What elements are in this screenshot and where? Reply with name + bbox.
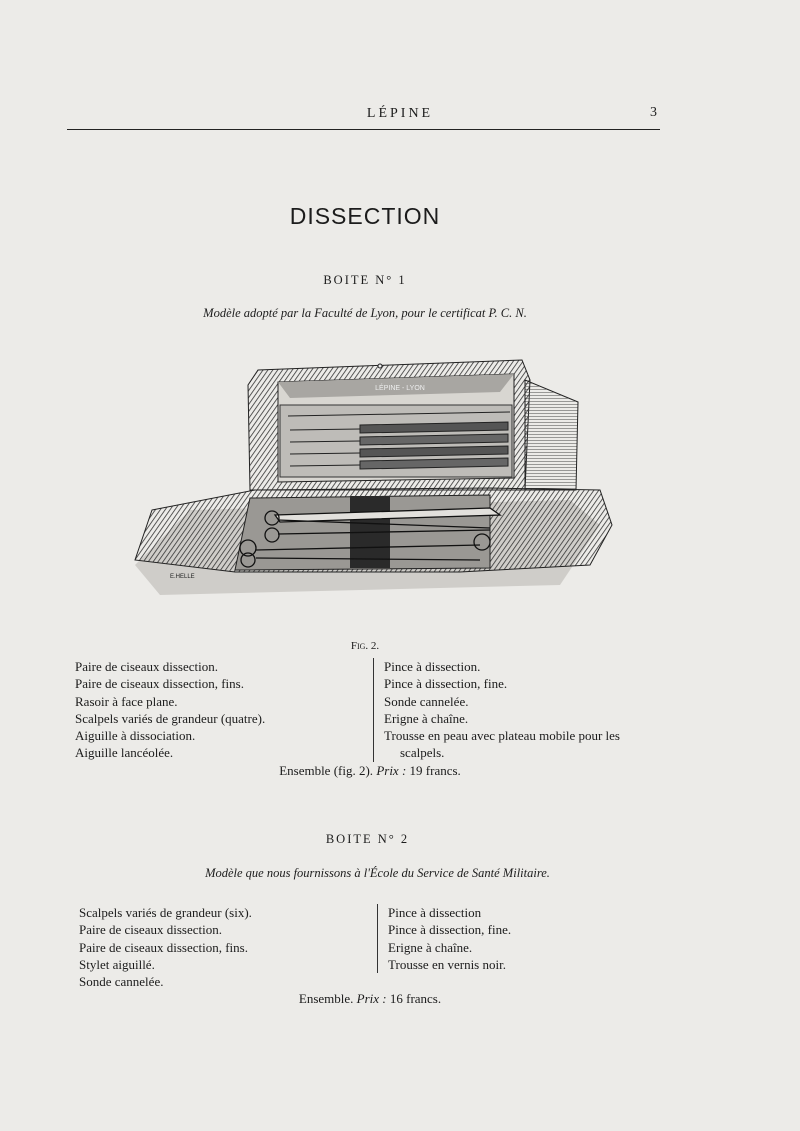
list-item: Pince à dissection. <box>384 659 481 674</box>
header-rule <box>67 129 660 130</box>
figure-lid-label: LÉPINE - LYON <box>375 385 425 392</box>
list-item: Pince à dissection <box>388 905 482 920</box>
dissection-kit-illustration <box>130 350 620 610</box>
ensemble-label: Ensemble. <box>298 991 354 1006</box>
box1-left-list <box>75 658 365 762</box>
list-item: Paire de ciseaux dissection, fins. <box>75 676 244 692</box>
box2-title: BOITE N° 2 <box>325 832 410 846</box>
list-item: Rasoir à face plane. <box>75 693 178 709</box>
ensemble-label: Ensemble (fig. 2). <box>279 763 374 778</box>
list-item: Stylet aiguillé. <box>79 956 155 972</box>
page-title: DISSECTION <box>289 203 441 229</box>
price-value: 16 francs. <box>389 991 442 1006</box>
box1-subtitle: Modèle adopté par la Faculté de Lyon, pour le certificat P. C. N. <box>203 306 527 320</box>
price-label: Prix : <box>356 991 387 1006</box>
box2-subtitle: Modèle que nous fournissons à l'École du Service de Santé Militaire. <box>205 866 550 880</box>
running-head: LÉPINE <box>366 106 434 121</box>
page-number: 3 <box>650 105 657 120</box>
list-item: Aiguille à dissociation. <box>75 728 196 744</box>
list-item: Pince à dissection, fine. <box>388 922 512 938</box>
engraver-signature: E.HELLE <box>170 574 195 580</box>
list-item: Trousse en peau avec plateau mobile pour les <box>384 728 620 744</box>
list-item: Scalpels variés de grandeur (quatre). <box>75 710 266 726</box>
list-item: Erigne à chaîne. <box>388 939 473 955</box>
list-item: Trousse en vernis noir. <box>388 956 506 972</box>
list-item: Erigne à chaîne. <box>384 710 469 726</box>
box1-right-list <box>373 658 694 762</box>
box2-ensemble-price <box>0 991 740 1007</box>
list-item: scalpels. <box>400 745 445 761</box>
list-item: Scalpels variés de grandeur (six). <box>79 905 252 920</box>
box2-left-list <box>79 904 364 990</box>
figure-caption: Fig. 2. <box>350 640 380 652</box>
box2-right-list <box>377 904 648 973</box>
price-label: Prix : <box>376 763 407 778</box>
list-item: Paire de ciseaux dissection, fins. <box>79 939 248 955</box>
list-item: Paire de ciseaux dissection. <box>75 659 218 674</box>
list-item: Paire de ciseaux dissection. <box>79 922 222 938</box>
price-value: 19 francs. <box>409 763 461 778</box>
list-item: Aiguille lancéolée. <box>75 745 174 761</box>
box1-ensemble-price <box>0 763 740 779</box>
box1-title: BOITE N° 1 <box>323 273 407 287</box>
list-item: Sonde cannelée. <box>79 974 164 990</box>
list-item: Sonde cannelée. <box>384 693 469 709</box>
list-item: Pince à dissection, fine. <box>384 676 508 692</box>
